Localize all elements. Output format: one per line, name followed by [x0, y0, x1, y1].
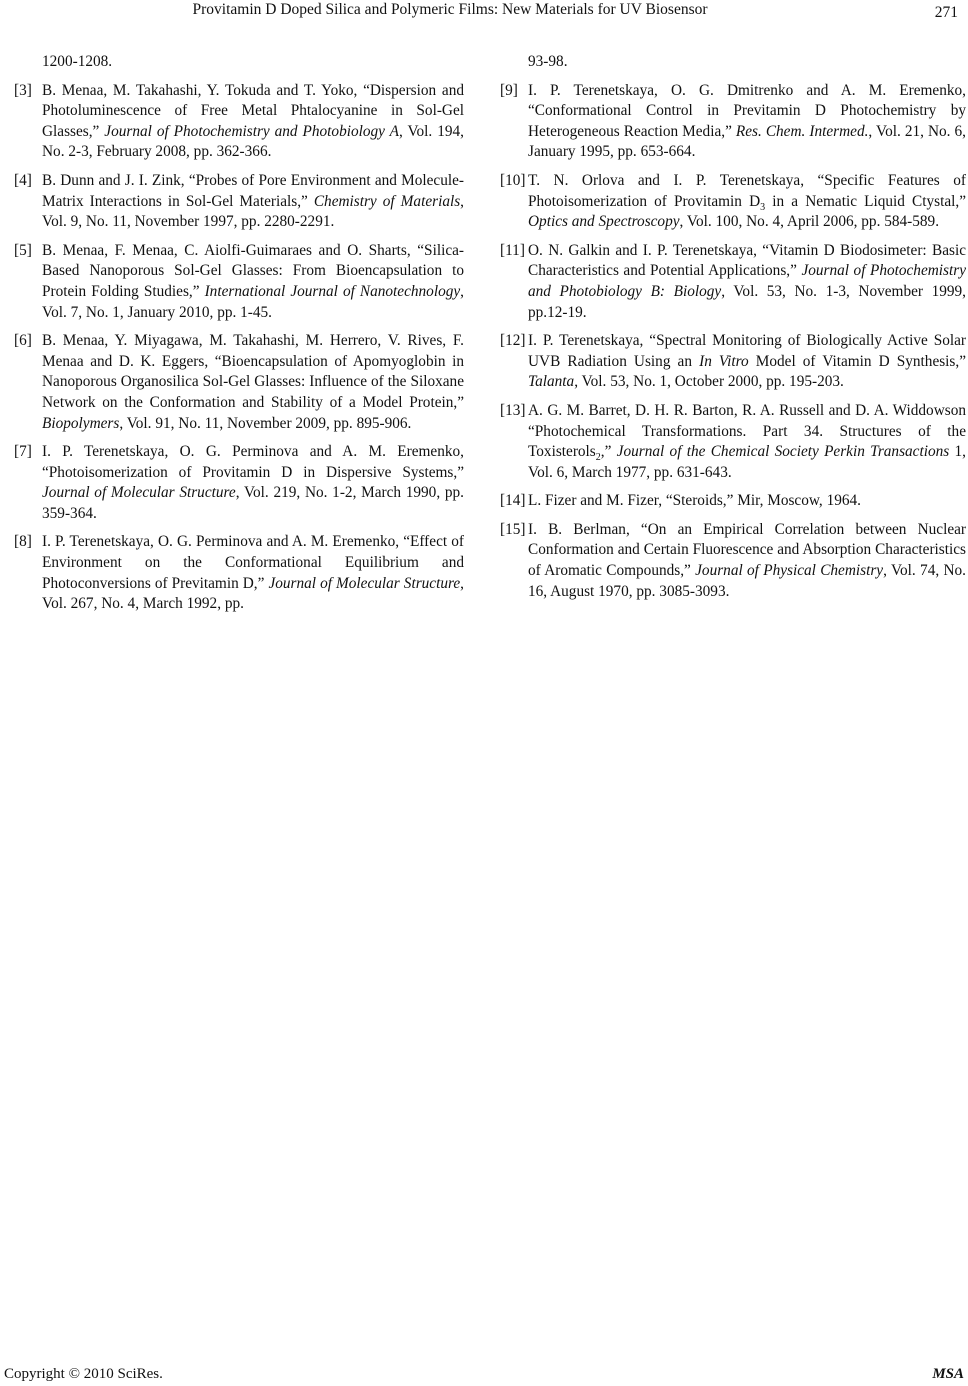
reference-text: in a Nematic Liquid Ctystal,”	[765, 192, 966, 210]
reference-number: [12]	[500, 332, 526, 350]
reference-text: B. Menaa, M. Takahashi, Y. Tokuda and T. Yoko, “Dispersion and Photoluminescence of Free Metal Phtalocyanine in Sol-Gel Glasses,”	[42, 81, 464, 140]
reference-text: L. Fizer and M. Fizer, “Steroids,” Mir, Moscow, 1964.	[528, 492, 861, 510]
reference-number: [5]	[14, 241, 32, 259]
reference-text: A. G. M. Barret, D. H. R. Barton, R. A. Russell and D. A. Widdowson “Photochemical Transformations. Part 34. Structures of the Toxisterols	[528, 401, 966, 461]
journal-title: Optics and Spectroscopy	[528, 213, 680, 231]
running-title: Provitamin D Doped Silica and Polymeric Films: New Materials for UV Biosensor	[192, 1, 708, 18]
reference-number: [13]	[500, 401, 526, 419]
reference-number: [8]	[14, 533, 32, 551]
journal-title: Journal of Physical Chemistry	[695, 562, 884, 580]
reference-item	[14, 81, 464, 163]
reference-continuation: 93-98.	[528, 53, 568, 70]
right-column	[500, 52, 966, 610]
reference-number: [9]	[500, 81, 518, 99]
subscript: 2	[595, 452, 601, 464]
page-header	[0, 0, 968, 22]
journal-title: Chemistry of Materials	[313, 192, 461, 210]
reference-text: , Vol. 53, No. 1, October 2000, pp. 195-203.	[574, 373, 844, 391]
reference-text: I. P. Terenetskaya, O. G. Dmitrenko and A. M. Eremenko, “Conformational Control in Previtamin D Photochemistry by Heterogeneous Reaction Media,”	[528, 81, 966, 140]
reference-number: [11]	[500, 241, 525, 259]
reference-item	[500, 81, 966, 163]
reference-text: I. P. Terenetskaya, O. G. Perminova and A. M. Eremenko, “Effect of Environment on the Conformational Equilibrium and Photoconversions of Previtamin D,”	[42, 533, 464, 592]
copyright: Copyright © 2010 SciRes.	[4, 1366, 163, 1382]
reference-text: , Vol. 91, No. 11, November 2009, pp. 895-906.	[119, 414, 412, 432]
reference-text: , Vol. 21, No. 6, January 1995, pp. 653-664.	[528, 122, 966, 161]
reference-text: , Vol. 74, No. 16, August 1970, pp. 3085-3093.	[528, 562, 966, 600]
reference-item	[14, 331, 464, 434]
reference-item	[14, 241, 464, 323]
reference-text: T. N. Orlova and I. P. Terenetskaya, “Specific Features of Photoisomerization of Provitamin D	[528, 171, 966, 210]
journal-title: Biopolymers	[42, 414, 120, 432]
reference-text: I. P. Terenetskaya, O. G. Perminova and A. M. Eremenko, “Photoisomerization of Provitamin D in Dispersive Systems,”	[42, 443, 464, 481]
reference-text: , Vol. 267, No. 4, March 1992, pp.	[42, 574, 464, 613]
reference-number: [4]	[14, 171, 32, 189]
reference-text: I. B. Berlman, “On an Empirical Correlation between Nuclear Conformation and Certain Fluorescence and Absorption Characteristics of Aromatic Compounds,”	[528, 520, 966, 580]
journal-title: Talanta	[528, 373, 575, 391]
reference-text: , Vol. 7, No. 1, January 2010, pp. 1-45.	[42, 282, 464, 321]
reference-text: , Vol. 53, No. 1-3, November 1999, pp.12-19.	[528, 282, 966, 321]
reference-text: 1, Vol. 6, March 1977, pp. 631-643.	[528, 443, 966, 481]
reference-item	[500, 331, 966, 393]
reference-text: ,”	[600, 443, 617, 461]
journal-title: Journal of the Chemical Society Perkin Transactions	[616, 443, 950, 461]
journal-title: Journal of Photochemistry and Photobiology B: Biology	[528, 262, 966, 300]
reference-item	[14, 442, 464, 524]
reference-item	[500, 241, 966, 323]
reference-text: I. P. Terenetskaya, “Spectral Monitoring of Biologically Active Solar UVB Radiation Using an	[528, 332, 966, 370]
reference-number: [6]	[14, 332, 32, 350]
reference-number: [3]	[14, 81, 32, 99]
reference-item	[14, 171, 464, 233]
reference-item	[500, 491, 966, 512]
reference-text: , Vol. 9, No. 11, November 1997, pp. 2280-2291.	[42, 192, 464, 231]
reference-number: [15]	[500, 520, 526, 538]
journal-title: Journal of Molecular Structure	[268, 574, 461, 592]
reference-text: B. Menaa, Y. Miyagawa, M. Takahashi, M. Herrero, V. Rives, F. Menaa and D. K. Eggers, “Bioencapsulation of Apomyoglobin in Nanoporous Organosilica Sol-Gel Glasses: Influence of the Siloxane Network on the Conformation and Stability of a Model Protein,”	[42, 332, 464, 411]
reference-number: [7]	[14, 443, 32, 461]
left-column	[14, 52, 464, 623]
reference-text: B. Menaa, F. Menaa, C. Aiolfi-Guimaraes and O. Sharts, “Silica-Based Nanoporous Sol-Gel Glasses: From Bioencapsulation to Protein Folding Studies,”	[42, 241, 464, 300]
journal-title: International Journal of Nanotechnology	[204, 282, 461, 300]
reference-text: O. N. Galkin and I. P. Terenetskaya, “Vitamin D Biodosimeter: Basic Characteristics and Potential Applications,”	[528, 241, 966, 280]
reference-text: , Vol. 219, No. 1-2, March 1990, pp. 359-364.	[42, 484, 464, 522]
reference-text: B. Dunn and J. I. Zink, “Probes of Pore Environment and Molecule-Matrix Interactions in Sol-Gel Materials,”	[42, 171, 464, 210]
journal-title: Journal of Photochemistry and Photobiology A	[104, 122, 399, 140]
reference-number: [14]	[500, 492, 526, 510]
journal-title: Res. Chem. Intermed.	[735, 122, 869, 140]
journal-title: Journal of Molecular Structure	[42, 484, 236, 502]
journal-title: In Vitro	[699, 352, 749, 370]
reference-item	[500, 171, 966, 233]
reference-text: Model of Vitamin D Synthesis,”	[748, 352, 967, 370]
subscript: 3	[760, 201, 766, 213]
reference-item	[14, 532, 464, 614]
reference-item	[500, 520, 966, 602]
reference-number: [10]	[500, 171, 526, 189]
reference-text: , Vol. 194, No. 2-3, February 2008, pp. 362-366.	[42, 122, 464, 161]
page-number: 271	[934, 4, 958, 21]
reference-text: , Vol. 100, No. 4, April 2006, pp. 584-589.	[679, 213, 940, 231]
reference-item	[500, 401, 966, 483]
journal-abbrev: MSA	[932, 1366, 964, 1382]
reference-continuation: 1200-1208.	[42, 53, 113, 70]
